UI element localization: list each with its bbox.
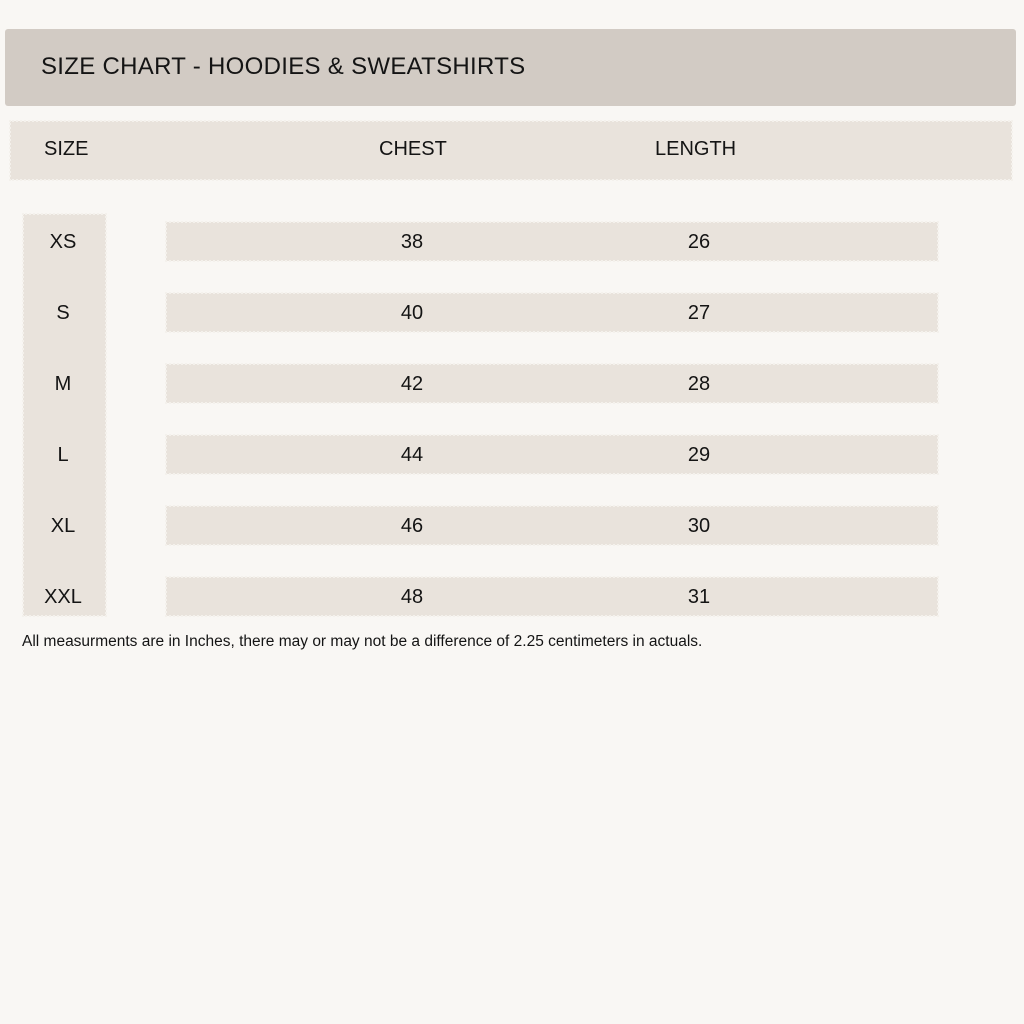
table-row: [166, 506, 938, 545]
size-label: M: [54, 373, 72, 395]
table-row: [166, 577, 938, 616]
chest-value: 38: [400, 231, 424, 253]
size-label: L: [57, 444, 69, 466]
chest-value: 40: [400, 302, 424, 324]
size-label: XS: [49, 231, 77, 253]
chest-value: 46: [400, 515, 424, 537]
length-value: 26: [687, 231, 711, 253]
length-value: 31: [687, 586, 711, 608]
header-size: SIZE: [44, 138, 89, 160]
header-length: LENGTH: [655, 138, 737, 160]
measurement-note: All measurments are in Inches, there may or may not be a difference of 2.25 centimeters in actuals.: [22, 633, 703, 650]
chest-value: 48: [400, 586, 424, 608]
table-row: [166, 222, 938, 261]
size-label: S: [56, 302, 70, 324]
table-header: [10, 121, 1012, 180]
chest-value: 44: [400, 444, 424, 466]
length-value: 30: [687, 515, 711, 537]
chest-value: 42: [400, 373, 424, 395]
length-value: 29: [687, 444, 711, 466]
length-value: 28: [687, 373, 711, 395]
size-label: XXL: [44, 586, 82, 608]
size-label: XL: [50, 515, 76, 537]
header-chest: CHEST: [379, 138, 447, 160]
table-row: [166, 364, 938, 403]
title-bar: [5, 29, 1016, 106]
table-row: [166, 293, 938, 332]
table-row: [166, 435, 938, 474]
page-title: SIZE CHART - HOODIES & SWEATSHIRTS: [41, 53, 526, 80]
size-column: [23, 214, 106, 616]
length-value: 27: [687, 302, 711, 324]
